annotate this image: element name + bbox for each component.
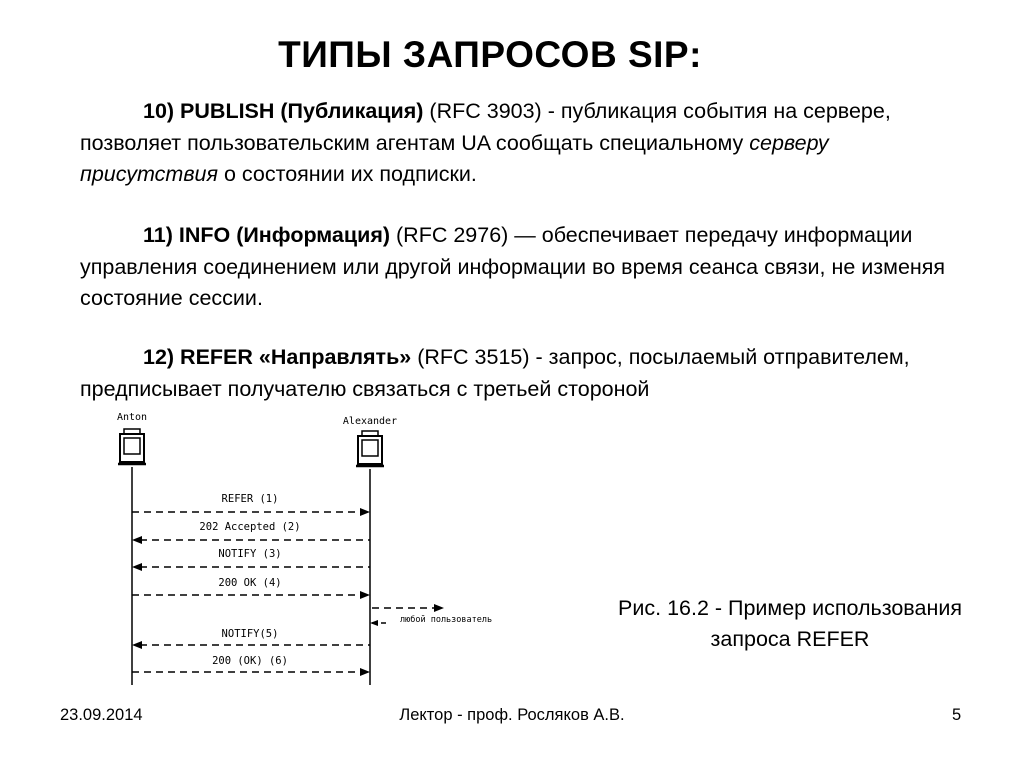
msg-6-label: 200 (OK) (6) (212, 655, 288, 667)
caption-line-2: запроса REFER (710, 627, 870, 651)
caption-line-1: Рис. 16.2 - Пример использования (618, 596, 962, 620)
msg-5-label: NOTIFY(5) (221, 628, 279, 640)
party-anton-label: Anton (116, 412, 148, 423)
msg-4-label: 200 OK (4) (218, 577, 282, 589)
msg-2-label: 202 Accepted (2) (199, 521, 301, 533)
party-alexander-label: Alexander (342, 416, 398, 427)
refer-sequence-diagram (100, 405, 520, 685)
page-number: 5 (952, 706, 962, 724)
third-party-label: любой пользователь (400, 615, 493, 625)
terminal-anton-icon (118, 429, 146, 464)
paragraph-publish (80, 96, 950, 191)
msg-3-label: NOTIFY (3) (218, 548, 282, 560)
publish-text-1: (RFC 3903) - публикация события на сервере, позволяет пользовательским агентам UA сообщать специальному (80, 99, 891, 155)
slide-title: ТИПЫ ЗАПРОСОВ SIP: (278, 34, 702, 75)
presence-server-term: серверу присутствия (80, 130, 829, 186)
footer-date: 23.09.2014 (60, 706, 143, 724)
msg-1-label: REFER (1) (221, 493, 279, 505)
footer-lecturer: Лектор - проф. Росляков А.В. (399, 706, 625, 724)
info-heading: 11) INFO (Информация) (143, 223, 391, 247)
refer-text: (RFC 3515) - запрос, посылаемый отправителем, предписывает получателю связаться с третьей стороной (80, 345, 910, 401)
terminal-alexander-icon (356, 431, 384, 466)
paragraph-refer (80, 342, 950, 405)
figure-caption (570, 593, 1010, 655)
publish-text-2: о состоянии их подписки. (218, 162, 477, 186)
info-text: (RFC 2976) — обеспечивает передачу информации управления соединением или другой информации во время сеанса связи, не изменяя состояние сессии. (80, 223, 946, 310)
refer-heading: 12) REFER «Направлять» (143, 345, 412, 369)
publish-heading: 10) PUBLISH (Публикация) (143, 99, 424, 123)
paragraph-info (80, 220, 950, 315)
